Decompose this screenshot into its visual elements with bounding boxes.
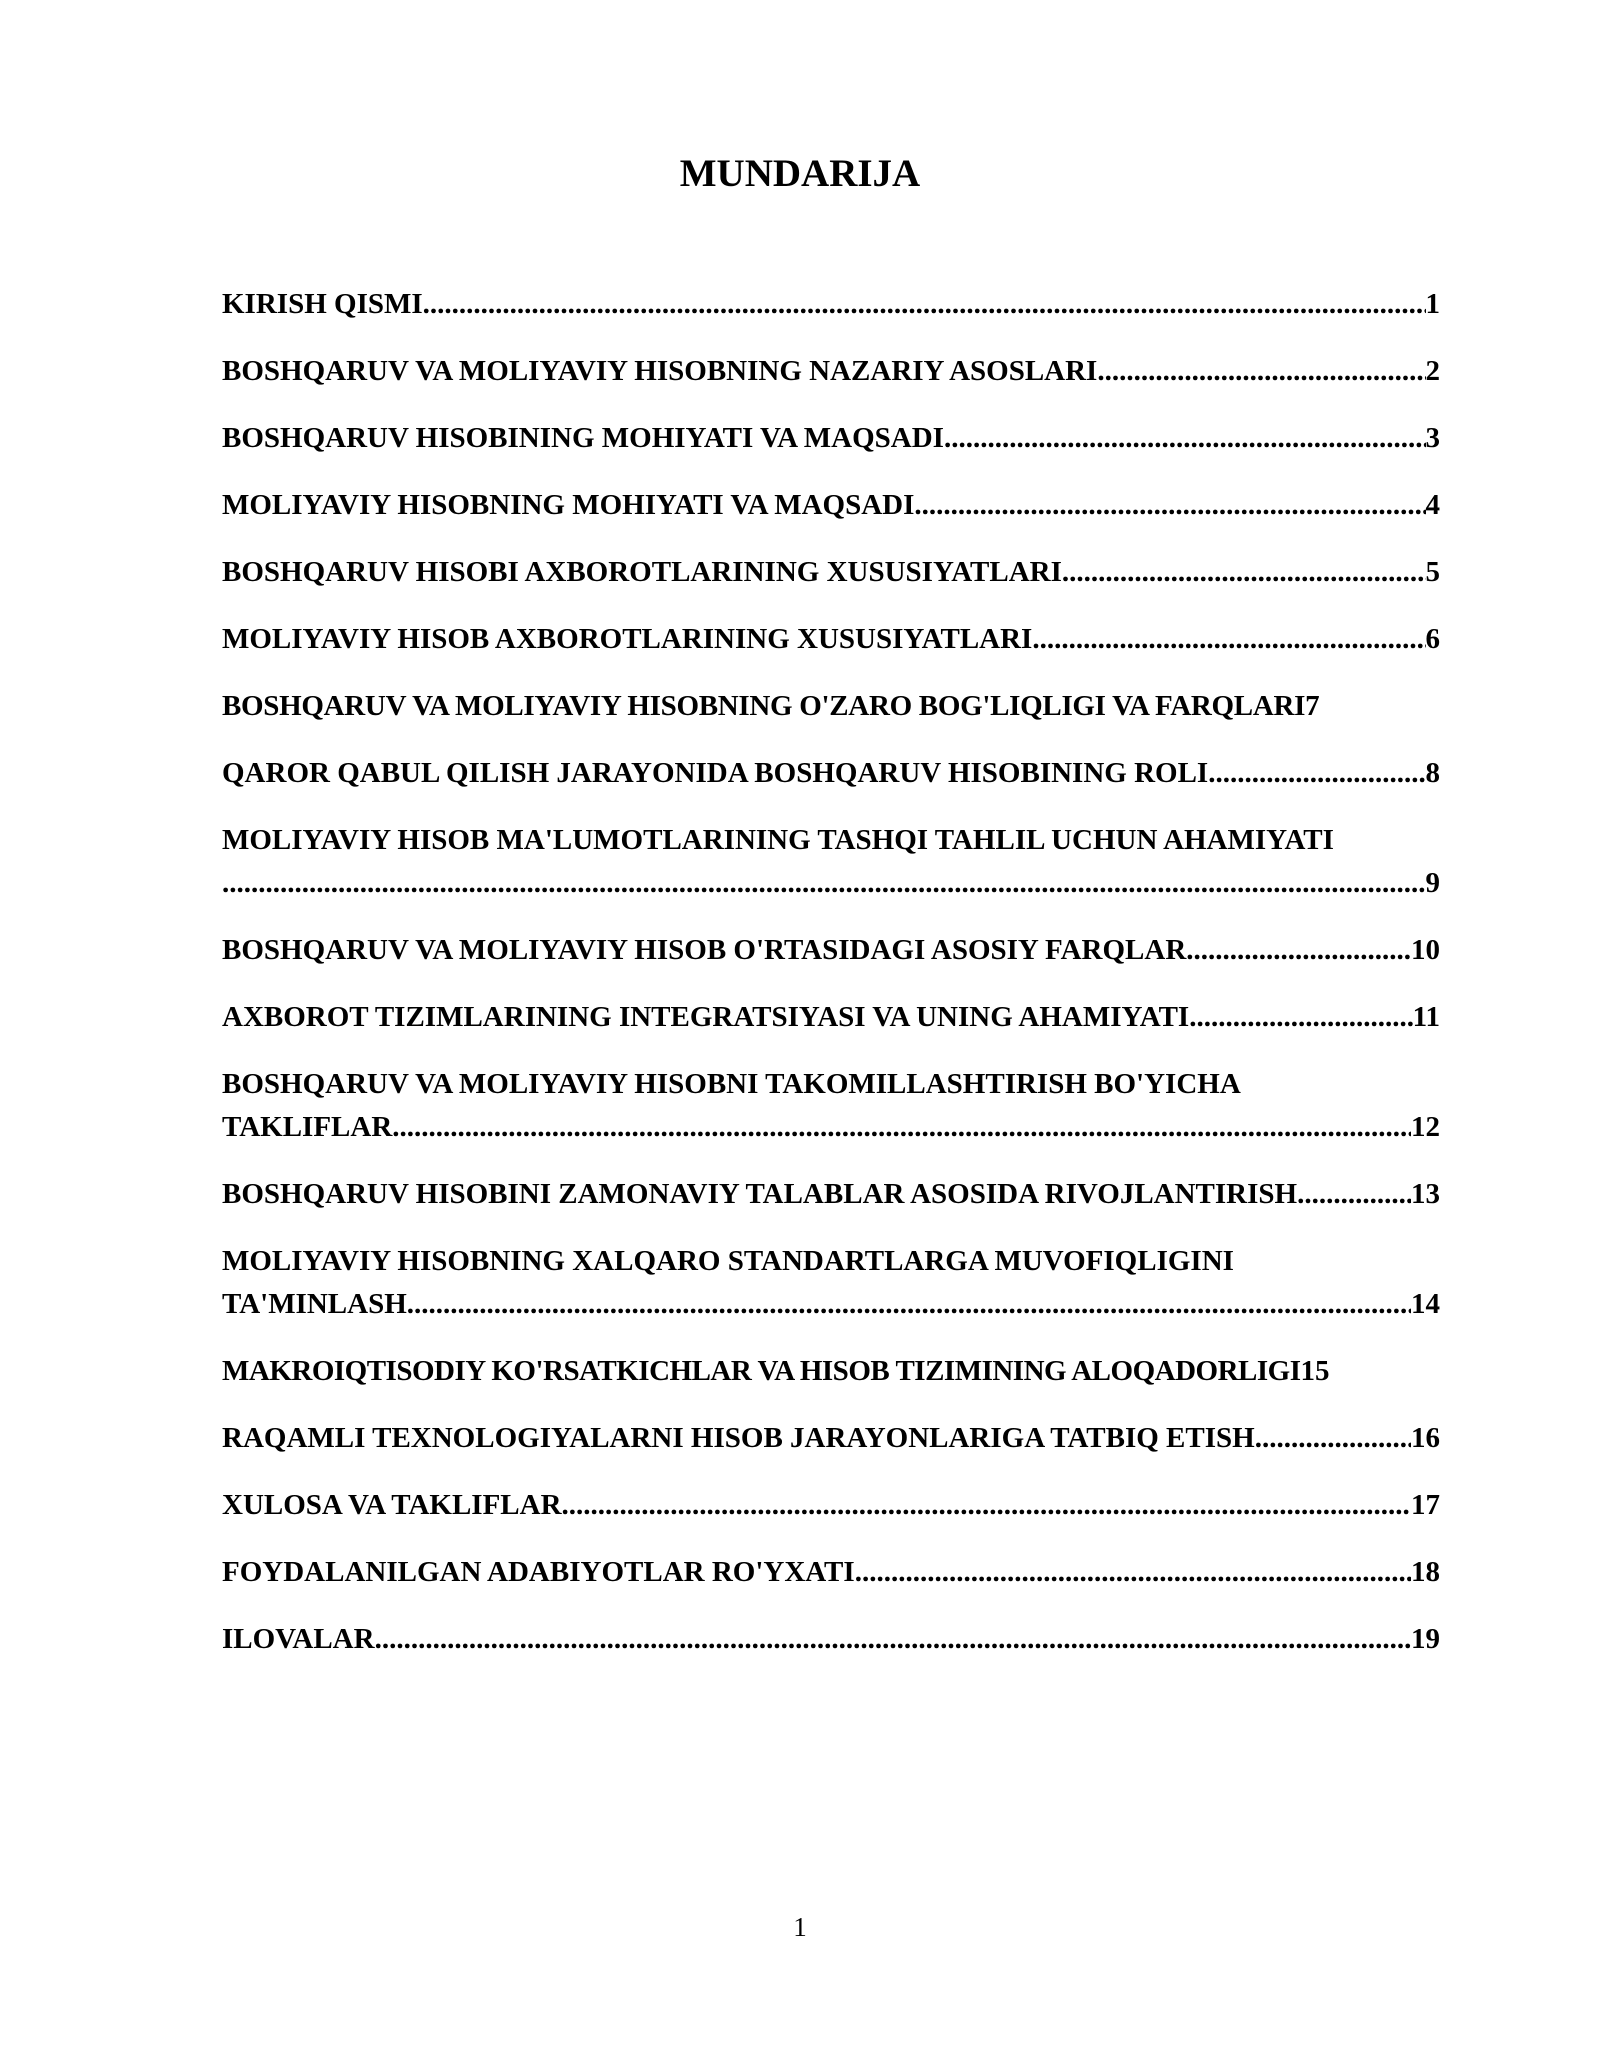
toc-entry-label: AXBOROT TIZIMLARINING INTEGRATSIYASI VA UNING AHAMIYATI bbox=[222, 1001, 1190, 1033]
toc-entry[interactable] bbox=[222, 484, 1454, 527]
toc-entry-page: 11 bbox=[1412, 1001, 1440, 1033]
toc-dot-leader bbox=[375, 1618, 1411, 1661]
toc-entry-label: BOSHQARUV VA MOLIYAVIY HISOB O'RTASIDAGI ASOSIY FARQLAR bbox=[222, 934, 1187, 966]
toc-entry-page: 7 bbox=[1305, 690, 1320, 722]
toc-entry[interactable] bbox=[222, 1240, 1454, 1326]
toc-entry[interactable] bbox=[222, 551, 1454, 594]
toc-dot-leader bbox=[1097, 350, 1425, 393]
toc-entry-label: ILOVALAR bbox=[222, 1623, 375, 1655]
toc-entry-label-cont: TAKLIFLAR bbox=[222, 1111, 393, 1143]
toc-dot-leader bbox=[562, 1484, 1411, 1527]
toc-entry[interactable] bbox=[222, 685, 1454, 728]
toc-entry[interactable] bbox=[222, 1484, 1454, 1527]
toc-dot-leader bbox=[392, 1106, 1411, 1149]
toc-entry-page: 19 bbox=[1411, 1623, 1440, 1655]
toc-entry-label: MAKROIQTISODIY KO'RSATKICHLAR VA HISOB TIZIMINING ALOQADORLIGI bbox=[222, 1355, 1301, 1387]
toc-dot-leader bbox=[1297, 1173, 1411, 1216]
toc-entry-page: 2 bbox=[1425, 355, 1440, 387]
toc-entry[interactable] bbox=[222, 1417, 1454, 1460]
toc-entry[interactable] bbox=[222, 1063, 1454, 1149]
toc-entry-page: 5 bbox=[1425, 556, 1440, 588]
toc-entry[interactable] bbox=[222, 1173, 1454, 1216]
toc-entry-page: 9 bbox=[1425, 867, 1440, 899]
toc-dot-leader bbox=[1062, 551, 1426, 594]
toc-entry-label: BOSHQARUV HISOBI AXBOROTLARINING XUSUSIYATLARI bbox=[222, 556, 1062, 588]
table-of-contents bbox=[222, 283, 1454, 1685]
toc-entry-page: 13 bbox=[1411, 1178, 1440, 1210]
toc-entry-page: 4 bbox=[1425, 489, 1440, 521]
toc-entry-label-cont: TA'MINLASH bbox=[222, 1288, 407, 1320]
toc-dot-leader bbox=[855, 1551, 1411, 1594]
page-number: 1 bbox=[793, 1912, 807, 1942]
toc-entry-page: 15 bbox=[1300, 1355, 1330, 1387]
toc-entry-label: RAQAMLI TEXNOLOGIYALARNI HISOB JARAYONLARIGA TATBIQ ETISH bbox=[222, 1422, 1255, 1454]
toc-entry-label: BOSHQARUV VA MOLIYAVIY HISOBNING O'ZARO BOG'LIQLIGI VA FARQLARI bbox=[222, 690, 1306, 722]
toc-entry-label: BOSHQARUV VA MOLIYAVIY HISOBNI TAKOMILLASHTIRISH BO'YICHA bbox=[222, 1068, 1241, 1100]
toc-entry[interactable] bbox=[222, 283, 1454, 326]
toc-entry[interactable] bbox=[222, 996, 1454, 1039]
toc-entry-label: MOLIYAVIY HISOBNING XALQARO STANDARTLARGA MUVOFIQLIGINI bbox=[222, 1245, 1234, 1277]
toc-entry-page: 10 bbox=[1411, 934, 1440, 966]
toc-entry-label: BOSHQARUV HISOBINING MOHIYATI VA MAQSADI bbox=[222, 422, 944, 454]
toc-dot-leader bbox=[407, 1283, 1411, 1326]
toc-dot-leader bbox=[1032, 618, 1425, 661]
toc-dot-leader bbox=[1255, 1417, 1411, 1460]
toc-title: MUNDARIJA bbox=[679, 152, 921, 195]
toc-entry[interactable] bbox=[222, 929, 1454, 972]
toc-entry[interactable] bbox=[222, 1618, 1454, 1661]
toc-dot-leader bbox=[944, 417, 1426, 460]
toc-entry[interactable] bbox=[222, 1350, 1454, 1393]
toc-entry[interactable] bbox=[222, 350, 1454, 393]
toc-entry[interactable] bbox=[222, 752, 1454, 795]
toc-dot-leader bbox=[222, 862, 1426, 905]
toc-dot-leader bbox=[1208, 752, 1425, 795]
toc-entry-label: MOLIYAVIY HISOB MA'LUMOTLARINING TASHQI TAHLIL UCHUN AHAMIYATI bbox=[222, 824, 1334, 856]
toc-entry-page: 8 bbox=[1425, 757, 1440, 789]
toc-entry-page: 1 bbox=[1425, 288, 1440, 320]
toc-entry-page: 6 bbox=[1425, 623, 1440, 655]
toc-entry-page: 14 bbox=[1411, 1288, 1440, 1320]
toc-dot-leader bbox=[1189, 996, 1412, 1039]
toc-entry-label: BOSHQARUV VA MOLIYAVIY HISOBNING NAZARIY ASOSLARI bbox=[222, 355, 1098, 387]
toc-entry-page: 12 bbox=[1411, 1111, 1440, 1143]
toc-dot-leader bbox=[914, 484, 1425, 527]
toc-entry[interactable] bbox=[222, 1551, 1454, 1594]
toc-dot-leader bbox=[1186, 929, 1411, 972]
toc-entry-label: KIRISH QISMI bbox=[222, 288, 423, 320]
toc-dot-leader bbox=[423, 283, 1426, 326]
toc-entry-label: MOLIYAVIY HISOB AXBOROTLARINING XUSUSIYATLARI bbox=[222, 623, 1033, 655]
toc-entry-label: QAROR QABUL QILISH JARAYONIDA BOSHQARUV HISOBINING ROLI bbox=[222, 757, 1209, 789]
toc-entry-page: 3 bbox=[1425, 422, 1440, 454]
toc-entry-label: XULOSA VA TAKLIFLAR bbox=[222, 1489, 562, 1521]
toc-entry-label: BOSHQARUV HISOBINI ZAMONAVIY TALABLAR ASOSIDA RIVOJLANTIRISH bbox=[222, 1178, 1298, 1210]
toc-entry-label: FOYDALANILGAN ADABIYOTLAR RO'YXATI bbox=[222, 1556, 855, 1588]
toc-entry-page: 17 bbox=[1411, 1489, 1440, 1521]
toc-entry[interactable] bbox=[222, 618, 1454, 661]
toc-entry-page: 16 bbox=[1411, 1422, 1440, 1454]
toc-entry[interactable] bbox=[222, 819, 1454, 905]
toc-entry-page: 18 bbox=[1411, 1556, 1440, 1588]
toc-entry-label: MOLIYAVIY HISOBNING MOHIYATI VA MAQSADI bbox=[222, 489, 915, 521]
toc-entry[interactable] bbox=[222, 417, 1454, 460]
